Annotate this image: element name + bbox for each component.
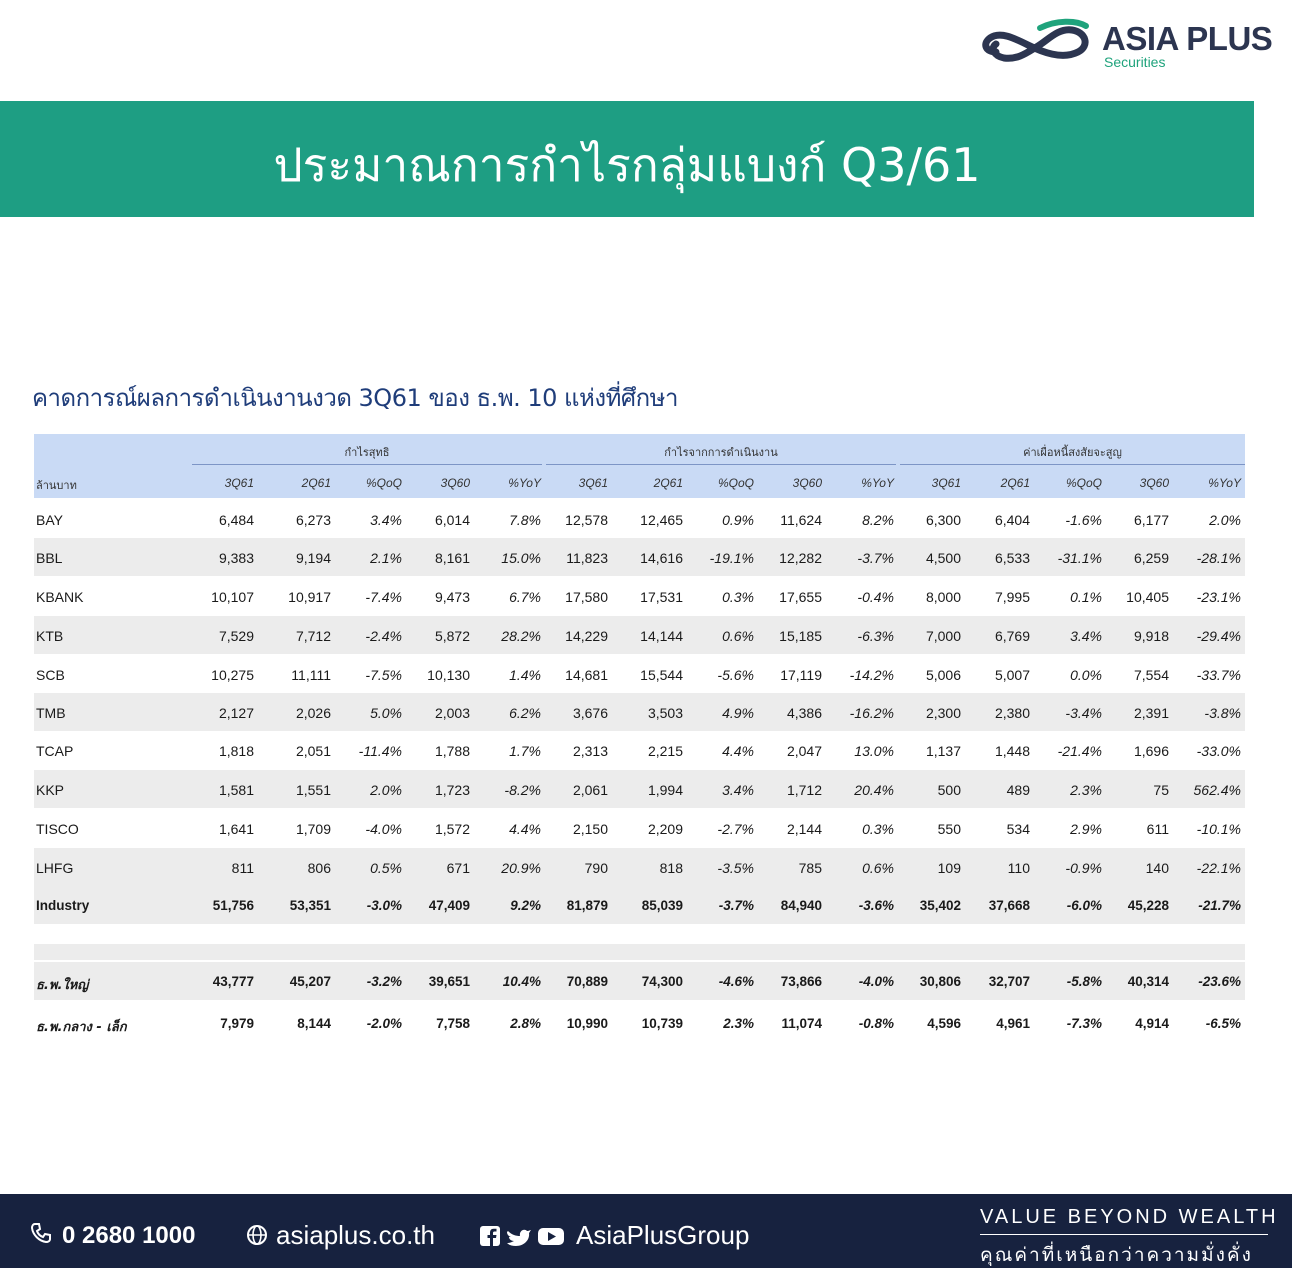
group-header-row xyxy=(34,434,1245,466)
table-cell: 1,641 xyxy=(218,821,254,837)
table-cell: 6,769 xyxy=(994,628,1030,644)
column-header: 3Q61 xyxy=(578,476,608,490)
column-header: 3Q60 xyxy=(792,476,822,490)
table-cell: 2.8% xyxy=(510,1016,541,1031)
table-cell: 790 xyxy=(584,860,608,876)
table-cell: 4.4% xyxy=(509,821,541,837)
table-cell: -6.0% xyxy=(1066,898,1102,913)
table-cell: 51,756 xyxy=(212,898,254,913)
table-cell: 7,529 xyxy=(218,628,254,644)
table-cell: 1,723 xyxy=(434,782,470,798)
table-cell: 10,405 xyxy=(1126,589,1169,605)
table-cell: 43,777 xyxy=(212,974,254,989)
table-cell: 0.6% xyxy=(862,860,894,876)
table-cell: -1.6% xyxy=(1065,512,1102,528)
table-cell: 84,940 xyxy=(780,898,822,913)
logo-subtitle: Securities xyxy=(1104,54,1166,70)
table-cell: -0.4% xyxy=(857,589,894,605)
table-cell: 40,314 xyxy=(1127,974,1169,989)
table-cell: 11,823 xyxy=(566,550,608,566)
table-cell: 6,273 xyxy=(295,512,331,528)
group-header: กำไรสุทธิ xyxy=(344,446,390,459)
table-cell: 2,061 xyxy=(572,782,608,798)
table-cell: 1,581 xyxy=(218,782,254,798)
table-cell: -6.5% xyxy=(1205,1016,1241,1031)
table-cell: 32,707 xyxy=(988,974,1030,989)
table-cell: 2,026 xyxy=(295,705,331,721)
table-cell: 140 xyxy=(1145,860,1169,876)
table-cell: 806 xyxy=(307,860,331,876)
table-cell: 500 xyxy=(937,782,961,798)
row-label: LHFG xyxy=(36,860,74,876)
table-cell: 1,448 xyxy=(994,743,1030,759)
table-cell: 1,696 xyxy=(1133,743,1169,759)
table-cell: 12,578 xyxy=(565,512,608,528)
table-cell: -7.4% xyxy=(365,589,402,605)
column-header: ล้านบาท xyxy=(36,479,77,492)
footer-phone: 0 2680 1000 xyxy=(62,1222,196,1249)
table-cell: 39,651 xyxy=(428,974,470,989)
table-cell: 6,177 xyxy=(1133,512,1169,528)
table-cell: 550 xyxy=(937,821,961,837)
table-cell: 3,503 xyxy=(647,705,683,721)
table-cell: 2,380 xyxy=(994,705,1030,721)
table-cell: 3.4% xyxy=(722,782,754,798)
table-cell: 1,709 xyxy=(295,821,331,837)
table-cell: 785 xyxy=(798,860,822,876)
table-cell: 13.0% xyxy=(854,743,894,759)
footer-website[interactable]: asiaplus.co.th xyxy=(276,1220,435,1250)
table-cell: 10,275 xyxy=(211,667,254,683)
table-cell: -0.8% xyxy=(858,1016,894,1031)
row-label: TISCO xyxy=(36,821,79,837)
row-label: ธ.พ.กลาง - เล็ก xyxy=(36,1020,127,1035)
table-cell: 2,047 xyxy=(786,743,822,759)
table-cell: 2.3% xyxy=(1070,782,1102,798)
row-label: Industry xyxy=(36,898,90,913)
table-cell: 1,994 xyxy=(647,782,683,798)
table-cell: 2.9% xyxy=(1070,821,1102,837)
row-label: SCB xyxy=(36,667,65,683)
table-cell: 15,544 xyxy=(640,667,683,683)
column-header: 3Q60 xyxy=(1139,476,1169,490)
table-cell: -3.6% xyxy=(858,898,894,913)
table-cell: 1,551 xyxy=(295,782,331,798)
logo-name: ASIA PLUS xyxy=(1102,20,1273,57)
table-cell: 0.9% xyxy=(722,512,754,528)
table-cell: 8,161 xyxy=(434,550,470,566)
table-cell: 0.6% xyxy=(722,628,754,644)
youtube-icon[interactable] xyxy=(538,1228,564,1245)
table-cell: 10,739 xyxy=(641,1016,683,1031)
title-banner xyxy=(0,101,1254,217)
table-cell: 2.0% xyxy=(1209,512,1241,528)
table-cell: 10,917 xyxy=(288,589,331,605)
table-cell: 17,531 xyxy=(640,589,683,605)
table-cell: 4,596 xyxy=(927,1016,961,1031)
column-header: 3Q60 xyxy=(440,476,470,490)
table-cell: 10,107 xyxy=(211,589,254,605)
table-cell: 8,144 xyxy=(297,1016,331,1031)
table-cell: -4.0% xyxy=(365,821,402,837)
row-label: KTB xyxy=(36,628,64,644)
table-cell: 10,990 xyxy=(566,1016,608,1031)
table-cell: -7.5% xyxy=(365,667,402,683)
table-cell: 6.2% xyxy=(509,705,541,721)
table-cell: 7,995 xyxy=(994,589,1030,605)
table-cell: -22.1% xyxy=(1196,860,1241,876)
table-cell: 7,758 xyxy=(436,1016,470,1031)
table-cell: 12,465 xyxy=(640,512,683,528)
table-cell: 2,003 xyxy=(434,705,470,721)
table-cell: 11,074 xyxy=(781,1016,822,1031)
table-cell: 81,879 xyxy=(566,898,608,913)
table-cell: -3.0% xyxy=(366,898,402,913)
row-label: TMB xyxy=(36,705,66,721)
table-cell: -4.0% xyxy=(858,974,894,989)
group-underline xyxy=(192,464,542,465)
footer xyxy=(0,1194,1292,1268)
table-cell: -19.1% xyxy=(709,550,754,566)
table-cell: -2.4% xyxy=(365,628,402,644)
table-cell: 4,500 xyxy=(925,550,961,566)
table-cell: 0.1% xyxy=(1070,589,1102,605)
table-cell: 0.0% xyxy=(1070,667,1102,683)
table-cell: 0.3% xyxy=(862,821,894,837)
table-cell: 534 xyxy=(1006,821,1030,837)
table-cell: 671 xyxy=(446,860,470,876)
table-cell: 4.9% xyxy=(722,705,754,721)
twitter-icon[interactable] xyxy=(507,1230,531,1246)
table-cell: 1,137 xyxy=(925,743,961,759)
tagline-divider xyxy=(980,1234,1268,1235)
table-cell: -8.2% xyxy=(504,782,541,798)
table-cell: -3.7% xyxy=(718,898,754,913)
table-cell: 8.2% xyxy=(862,512,894,528)
table-row xyxy=(34,577,1245,615)
facebook-icon[interactable] xyxy=(480,1226,500,1246)
table-cell: -7.3% xyxy=(1066,1016,1102,1031)
table-cell: 9,473 xyxy=(434,589,470,605)
table-cell: 3.4% xyxy=(370,512,402,528)
table-cell: 20.4% xyxy=(854,782,894,798)
table-cell: 47,409 xyxy=(428,898,470,913)
infinity-logo-icon xyxy=(978,18,1098,70)
column-header: %QoQ xyxy=(365,476,402,490)
row-label: KBANK xyxy=(36,589,84,605)
column-header: %QoQ xyxy=(1065,476,1102,490)
row-label: BAY xyxy=(36,512,63,528)
table-cell: 9,194 xyxy=(295,550,331,566)
row-label: KKP xyxy=(36,782,65,798)
table-title: คาดการณ์ผลการดำเนินงานงวด 3Q61 ของ ธ.พ. 10 แห่งที่ศึกษา xyxy=(32,384,678,412)
table-cell: 2.3% xyxy=(723,1016,754,1031)
table-cell: -21.4% xyxy=(1057,743,1102,759)
table-cell: -3.8% xyxy=(1204,705,1241,721)
row-label: BBL xyxy=(36,550,63,566)
column-header: 2Q61 xyxy=(301,476,331,490)
table-cell: 7,712 xyxy=(295,628,331,644)
column-header: 3Q61 xyxy=(224,476,254,490)
table-cell: 5,007 xyxy=(994,667,1030,683)
table-cell: 818 xyxy=(659,860,683,876)
table-row xyxy=(34,770,1245,808)
table-row xyxy=(34,1004,1245,1042)
table-cell: -23.1% xyxy=(1196,589,1241,605)
table-cell: 53,351 xyxy=(289,898,331,913)
table-cell: -31.1% xyxy=(1057,550,1102,566)
table-cell: 4,386 xyxy=(786,705,822,721)
column-header: %QoQ xyxy=(717,476,754,490)
table-cell: -5.8% xyxy=(1066,974,1102,989)
group-underline xyxy=(546,464,896,465)
globe-icon xyxy=(246,1224,268,1246)
table-cell: 4.4% xyxy=(722,743,754,759)
table-cell: 14,144 xyxy=(640,628,683,644)
column-header: %YoY xyxy=(1208,476,1241,490)
table-cell: 1,572 xyxy=(434,821,470,837)
table-cell: 14,681 xyxy=(565,667,608,683)
table-cell: 2,127 xyxy=(218,705,254,721)
table-cell: 5,006 xyxy=(925,667,961,683)
table-cell: 17,580 xyxy=(565,589,608,605)
table-cell: 17,119 xyxy=(780,667,822,683)
table-cell: 5.0% xyxy=(370,705,402,721)
table-cell: 2,150 xyxy=(572,821,608,837)
table-cell: 6,300 xyxy=(925,512,961,528)
table-cell: 74,300 xyxy=(641,974,683,989)
column-header: 2Q61 xyxy=(653,476,683,490)
table-cell: 8,000 xyxy=(925,589,961,605)
table-cell: 2,215 xyxy=(647,743,683,759)
table-cell: 2,209 xyxy=(647,821,683,837)
table-cell: 45,228 xyxy=(1127,898,1169,913)
table-cell: 35,402 xyxy=(919,898,961,913)
column-header-row xyxy=(34,466,1245,498)
row-label: ธ.พ.ใหญ่ xyxy=(36,978,89,993)
table-cell: 2,300 xyxy=(925,705,961,721)
table-row xyxy=(34,693,1245,731)
table-cell: 5,872 xyxy=(434,628,470,644)
table-cell: 1,818 xyxy=(218,743,254,759)
row-label: TCAP xyxy=(36,743,74,759)
table-cell: 28.2% xyxy=(501,628,541,644)
table-cell: 489 xyxy=(1006,782,1030,798)
table-cell: -2.7% xyxy=(717,821,754,837)
table-cell: -33.7% xyxy=(1196,667,1241,683)
table-cell: 73,866 xyxy=(780,974,822,989)
table-cell: 2,313 xyxy=(572,743,608,759)
table-cell: 1,788 xyxy=(434,743,470,759)
table-cell: 6,533 xyxy=(994,550,1030,566)
table-row xyxy=(34,962,1245,1000)
table-cell: -11.4% xyxy=(358,743,402,759)
table-cell: 3.4% xyxy=(1070,628,1102,644)
table-cell: 611 xyxy=(1146,821,1169,837)
table-cell: 811 xyxy=(231,860,254,876)
column-header: 3Q61 xyxy=(931,476,961,490)
table-cell: 37,668 xyxy=(988,898,1030,913)
table-cell: 14,616 xyxy=(640,550,683,566)
table-cell: -28.1% xyxy=(1196,550,1241,566)
table-cell: 110 xyxy=(1007,860,1030,876)
table-cell: 2,144 xyxy=(786,821,822,837)
table-cell: 11,111 xyxy=(291,667,331,683)
table-row xyxy=(34,500,1245,538)
table-row xyxy=(34,655,1245,693)
table-row xyxy=(34,538,1245,576)
table-cell: 2,391 xyxy=(1133,705,1169,721)
table-cell: 0.3% xyxy=(722,589,754,605)
table-cell: 9.2% xyxy=(510,898,541,913)
table-cell: 14,229 xyxy=(565,628,608,644)
table-cell: 4,961 xyxy=(996,1016,1030,1031)
table-cell: -10.1% xyxy=(1196,821,1241,837)
group-header: ค่าเผื่อหนี้สงสัยจะสูญ xyxy=(1023,446,1122,459)
column-header: %YoY xyxy=(508,476,541,490)
asia-plus-logo xyxy=(978,18,1278,74)
table-cell: 2.0% xyxy=(370,782,402,798)
table-cell: 9,918 xyxy=(1133,628,1169,644)
table-cell: 562.4% xyxy=(1193,782,1241,798)
table-cell: 7,979 xyxy=(220,1016,254,1031)
table-row xyxy=(34,731,1245,769)
table-cell: 15.0% xyxy=(501,550,541,566)
table-cell: 17,655 xyxy=(779,589,822,605)
table-cell: 70,889 xyxy=(566,974,608,989)
table-cell: 3,676 xyxy=(572,705,608,721)
table-cell: -3.7% xyxy=(857,550,894,566)
table-cell: -3.5% xyxy=(717,860,754,876)
table-cell: 1.4% xyxy=(509,667,541,683)
table-cell: 9,383 xyxy=(218,550,254,566)
table-cell: -16.2% xyxy=(849,705,894,721)
table-cell: 75 xyxy=(1153,782,1169,798)
table-cell: -5.6% xyxy=(717,667,754,683)
table-cell: -3.2% xyxy=(366,974,402,989)
table-cell: -0.9% xyxy=(1065,860,1102,876)
table-cell: 7,554 xyxy=(1133,667,1169,683)
table-row xyxy=(34,809,1245,847)
phone-icon xyxy=(30,1222,52,1244)
table-row xyxy=(34,848,1245,886)
table-cell: -3.4% xyxy=(1065,705,1102,721)
table-cell: 10.4% xyxy=(502,974,541,989)
group-underline xyxy=(900,464,1245,465)
table-row xyxy=(34,616,1245,654)
table-cell: 2.1% xyxy=(370,550,402,566)
table-row xyxy=(34,886,1245,924)
table-cell: 4,914 xyxy=(1135,1016,1169,1031)
table-cell: -6.3% xyxy=(857,628,894,644)
table-cell: -21.7% xyxy=(1198,898,1241,913)
table-cell: 6,404 xyxy=(994,512,1030,528)
footer-social-handle[interactable]: AsiaPlusGroup xyxy=(576,1220,750,1250)
table-cell: 0.5% xyxy=(370,860,402,876)
table-cell: 10,130 xyxy=(427,667,470,683)
table-cell: -33.0% xyxy=(1196,743,1241,759)
table-cell: 12,282 xyxy=(779,550,822,566)
table-cell: 109 xyxy=(937,860,961,876)
table-cell: -14.2% xyxy=(849,667,894,683)
table-cell: 6,259 xyxy=(1133,550,1169,566)
table-cell: 2,051 xyxy=(295,743,331,759)
table-cell: 30,806 xyxy=(919,974,961,989)
table-cell: 20.9% xyxy=(501,860,541,876)
table-cell: 1,712 xyxy=(786,782,822,798)
table-cell: 45,207 xyxy=(289,974,331,989)
column-header: %YoY xyxy=(861,476,894,490)
table-cell: 6,014 xyxy=(434,512,470,528)
table-cell: 7.8% xyxy=(509,512,541,528)
page-title: ประมาณการกำไรกลุ่มแบงก์ Q3/61 xyxy=(273,138,981,192)
table-cell: 85,039 xyxy=(641,898,683,913)
table-cell: 7,000 xyxy=(925,628,961,644)
table-cell: 15,185 xyxy=(779,628,822,644)
table-cell: 1.7% xyxy=(509,743,541,759)
tagline-thai: คุณค่าที่เหนือกว่าความมั่งคั่ง xyxy=(980,1244,1253,1266)
table-cell: 6.7% xyxy=(509,589,541,605)
tagline-english: VALUE BEYOND WEALTH xyxy=(980,1206,1279,1228)
table-cell: -2.0% xyxy=(366,1016,402,1031)
table-cell: 6,484 xyxy=(218,512,254,528)
spacer-band xyxy=(34,944,1245,960)
table-cell: 11,624 xyxy=(780,512,822,528)
table-cell: -23.6% xyxy=(1198,974,1241,989)
social-icons xyxy=(480,1224,566,1248)
group-header: กำไรจากการดำเนินงาน xyxy=(664,446,778,459)
column-header: 2Q61 xyxy=(1000,476,1030,490)
table-cell: -29.4% xyxy=(1196,628,1241,644)
table-cell: -4.6% xyxy=(718,974,754,989)
